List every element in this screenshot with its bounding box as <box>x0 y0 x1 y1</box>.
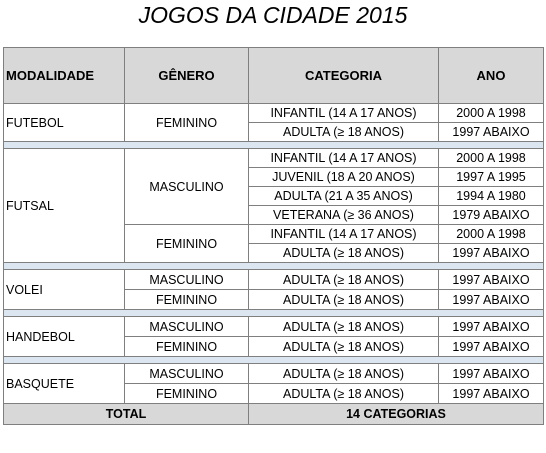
ano-cell: 1997 ABAIXO <box>439 270 544 290</box>
table-row <box>4 364 544 384</box>
genero-cell: FEMININO <box>125 290 249 310</box>
section-separator <box>4 357 544 364</box>
total-value: 14 CATEGORIAS <box>249 404 544 425</box>
header-categoria: CATEGORIA <box>249 48 439 104</box>
ano-cell: 1997 ABAIXO <box>439 364 544 384</box>
categoria-cell: ADULTA (≥ 18 ANOS) <box>249 364 439 384</box>
table-header-row <box>4 48 544 104</box>
modalidade-cell: HANDEBOL <box>4 317 125 357</box>
ano-cell: 2000 A 1998 <box>439 104 544 123</box>
ano-cell: 1997 ABAIXO <box>439 290 544 310</box>
ano-cell: 1997 ABAIXO <box>439 317 544 337</box>
categoria-cell: ADULTA (≥ 18 ANOS) <box>249 317 439 337</box>
section-separator <box>4 142 544 149</box>
header-modalidade: MODALIDADE <box>4 48 125 104</box>
genero-cell: FEMININO <box>125 225 249 263</box>
categoria-cell: ADULTA (≥ 18 ANOS) <box>249 270 439 290</box>
genero-cell: FEMININO <box>125 104 249 142</box>
header-ano: ANO <box>439 48 544 104</box>
modalidade-cell: FUTEBOL <box>4 104 125 142</box>
genero-cell: MASCULINO <box>125 149 249 225</box>
genero-cell: FEMININO <box>125 384 249 404</box>
ano-cell: 1997 ABAIXO <box>439 384 544 404</box>
categoria-cell: VETERANA (≥ 36 ANOS) <box>249 206 439 225</box>
categoria-cell: INFANTIL (14 A 17 ANOS) <box>249 225 439 244</box>
section-separator <box>4 310 544 317</box>
genero-cell: MASCULINO <box>125 317 249 337</box>
table-row <box>4 317 544 337</box>
modalidade-cell: BASQUETE <box>4 364 125 404</box>
ano-cell: 1979 ABAIXO <box>439 206 544 225</box>
categoria-cell: ADULTA (≥ 18 ANOS) <box>249 337 439 357</box>
total-label: TOTAL <box>4 404 249 425</box>
table-row <box>4 149 544 168</box>
section-separator <box>4 263 544 270</box>
ano-cell: 1997 A 1995 <box>439 168 544 187</box>
table-row <box>4 104 544 123</box>
ano-cell: 2000 A 1998 <box>439 149 544 168</box>
categories-table <box>3 47 544 425</box>
ano-cell: 1997 ABAIXO <box>439 337 544 357</box>
genero-cell: MASCULINO <box>125 364 249 384</box>
table-row <box>4 270 544 290</box>
ano-cell: 1997 ABAIXO <box>439 244 544 263</box>
categoria-cell: ADULTA (21 A 35 ANOS) <box>249 187 439 206</box>
categoria-cell: JUVENIL (18 A 20 ANOS) <box>249 168 439 187</box>
modalidade-cell: VOLEI <box>4 270 125 310</box>
header-genero: GÊNERO <box>125 48 249 104</box>
categoria-cell: INFANTIL (14 A 17 ANOS) <box>249 104 439 123</box>
modalidade-cell: FUTSAL <box>4 149 125 263</box>
page-title: JOGOS DA CIDADE 2015 <box>138 2 408 28</box>
categoria-cell: ADULTA (≥ 18 ANOS) <box>249 290 439 310</box>
ano-cell: 1994 A 1980 <box>439 187 544 206</box>
categoria-cell: INFANTIL (14 A 17 ANOS) <box>249 149 439 168</box>
categoria-cell: ADULTA (≥ 18 ANOS) <box>249 384 439 404</box>
categoria-cell: ADULTA (≥ 18 ANOS) <box>249 123 439 142</box>
genero-cell: MASCULINO <box>125 270 249 290</box>
ano-cell: 1997 ABAIXO <box>439 123 544 142</box>
genero-cell: FEMININO <box>125 337 249 357</box>
ano-cell: 2000 A 1998 <box>439 225 544 244</box>
total-row <box>4 404 544 425</box>
categoria-cell: ADULTA (≥ 18 ANOS) <box>249 244 439 263</box>
